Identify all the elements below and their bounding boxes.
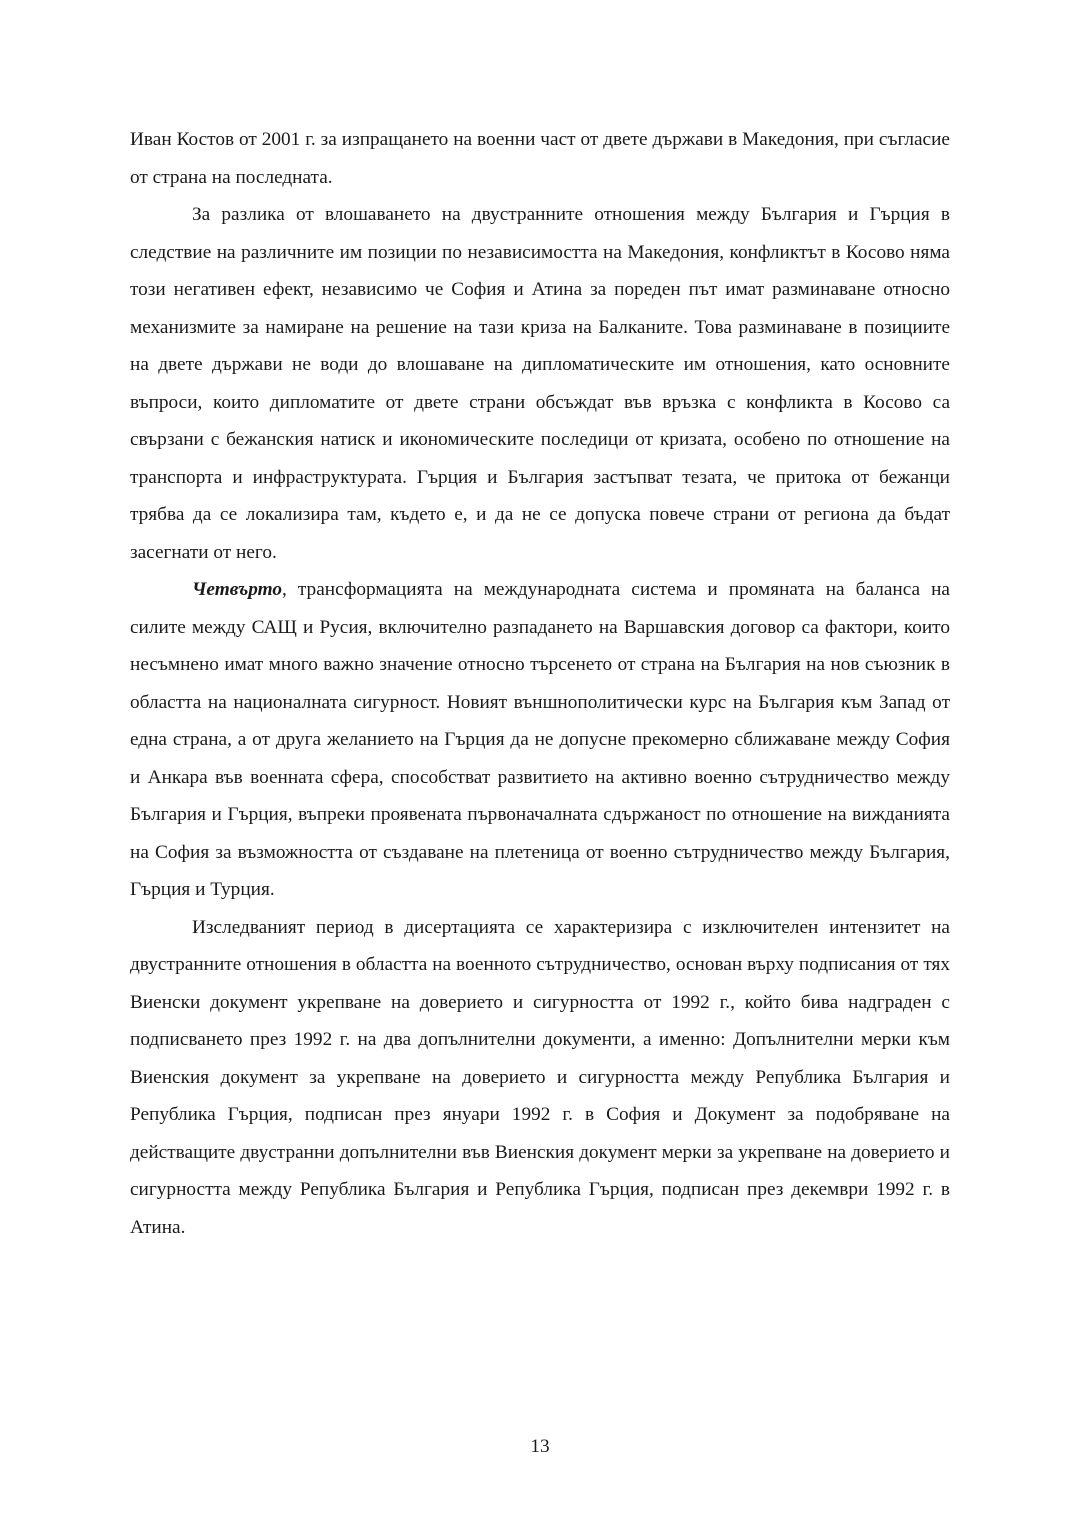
- paragraph-fourth-factor: [130, 571, 950, 909]
- document-body: [130, 121, 950, 1246]
- paragraph-fourth-text: , трансформацията на международната система и промяната на баланса на силите между САЩ и Русия, включително разпадането на Варшавския договор са фактори, които несъмнено имат много важно значение относно търсенето от страна на България на нов съюзник в областта на националната сигурност. Новият външнополитически курс на България към Запад от една страна, а от друга желанието на Гърция да не допусне прекомерно сближаване между София и Анкара във военната сфера, способстват развитието на активно военно сътрудничество между България и Гърция, въпреки проявената първоначалната сдържаност по отношение на вижданията на София за възможността от създаване на плетеница от военно сътрудничество между България, Гърция и Турция.: [130, 579, 950, 900]
- page-number: 13: [530, 1436, 550, 1457]
- paragraph-continuation: Иван Костов от 2001 г. за изпращането на военни част от двете държави в Македония, при съгласие от страна на последната.: [130, 129, 950, 188]
- paragraph-research-period: Изследваният период в дисертацията се характеризира с изключителен интензитет на двустранните отношения в областта на военното сътрудничество, основан върху подписания от тях Виенски документ укрепване на доверието и сигурността от 1992 г., който бива надграден с подписването през 1992 г. на два допълнителни документи, а именно: Допълнителни мерки към Виенския документ за укрепване на доверието и сигурността между Република България и Република Гърция, подписан през януари 1992 г. в София и Документ за подобряване на действащите двустранни допълнителни във Виенския документ мерки за укрепване на доверието и сигурността между Република България и Република Гърция, подписан през декември 1992 г. в Атина.: [130, 916, 950, 1238]
- paragraph-kosovo-conflict: За разлика от влошаването на двустранните отношения между България и Гърция в следствие на различните им позиции по независимостта на Македония, конфликтът в Косово няма този негативен ефект, независимо че София и Атина за пореден път имат разминаване относно механизмите за намиране на решение на тази криза на Балканите. Това разминаване в позициите на двете държави не води до влошаване на дипломатическите им отношения, като основните въпроси, които дипломатите от двете страни обсъждат във връзка с конфликта в Косово са свързани с бежанския натиск и икономическите последици от кризата, особено по отношение на транспорта и инфраструктурата. Гърция и България застъпват тезата, че притока от бежанци трябва да се локализира там, където е, и да не се допуска повече страни от региона да бъдат засегнати от него.: [130, 204, 950, 563]
- paragraph-lead-in: Четвърто: [192, 579, 283, 600]
